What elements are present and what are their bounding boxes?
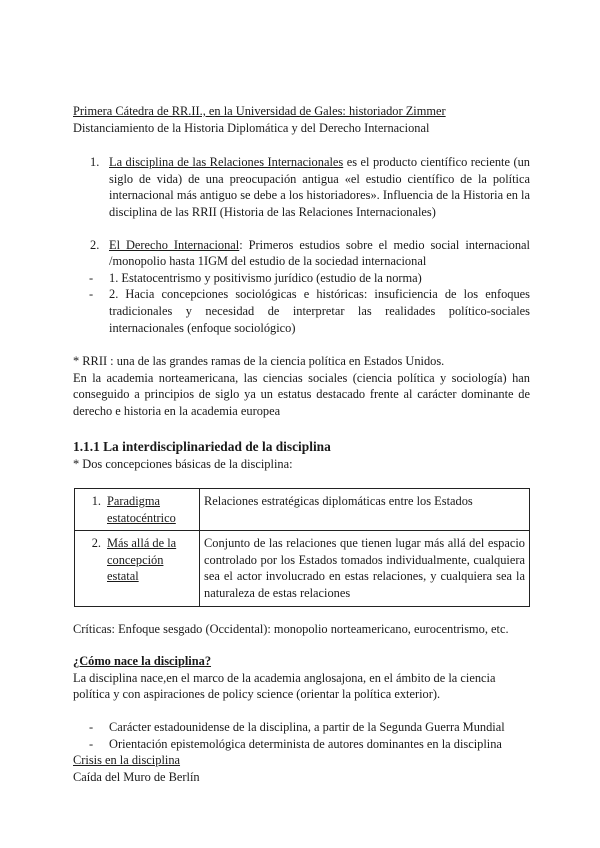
spacer: [73, 472, 530, 488]
list-item-text: Primeros estudios sobre el medio social internacional /monopolio hasta 1IGM del estudio de la sociedad internacional: [109, 237, 530, 269]
criticas: Críticas: Enfoque sesgado (Occidental): monopolio norteamericano, eurocentrismo, etc.: [73, 621, 509, 636]
dash-item-text: 2. Hacia concepciones sociológicas e históricas: insuficiencia de los enfoques tradicionales y necesidad de interpretar las realidades político-sociales internacionales (enfoque sociológico): [109, 287, 530, 335]
origin-text: La disciplina nace,en el marco de la academia anglosajona, en el ámbito de la ciencia política y con aspiraciones de policy science (orientar la política exterior).: [73, 670, 496, 702]
table-cell-desc: Relaciones estratégicas diplomáticas entre los Estados: [200, 489, 530, 531]
dash-item-2: - 2. Hacia concepciones sociológicas e históricas: insuficiencia de los enfoques tradicionales y necesidad de interpretar las realidades político-sociales internacionales (enfoque sociológico): [89, 287, 530, 335]
concept-label: Más allá de la concepción estatal: [107, 536, 177, 584]
list-item-title: La disciplina de las Relaciones Internacionales: [109, 155, 344, 170]
spacer: [73, 221, 530, 237]
origin-bullet-2: - Orientación epistemológica determinista de autores dominantes en la disciplina: [89, 736, 502, 751]
list-item-colon: :: [239, 237, 243, 252]
list-item-text: es el producto científico reciente (un siglo de vida) de una preocupación antigua «el estudio científico de la política internacional más antiguo se debe a los historiadores». Influencia de la Historia en la disciplina de las RRII (Historia de las Relaciones Internacionales): [109, 155, 530, 219]
section-intro: * Dos concepciones básicas de la disciplina:: [73, 456, 293, 471]
header-line-2: Distanciamiento de la Historia Diplomática y del Derecho Internacional: [73, 120, 430, 135]
table-cell-desc: Conjunto de las relaciones que tienen lugar más allá del espacio controlado por los Estados tomados individualmente, cualquiera sea el actor involucrado en estas relaciones, y cualquiera sea la naturaleza de estas relaciones: [200, 531, 530, 606]
table-row: [75, 489, 530, 531]
document-page: [73, 103, 530, 785]
spacer: [73, 703, 530, 719]
paragraph: En la academia norteamericana, las ciencias sociales (ciencia política y sociología) han conseguido a principios de siglo ya un estatus destacado frente al carácter dominante de derecho e historia en la academia europea: [73, 370, 530, 418]
crisis-heading: Crisis en la disciplina: [73, 753, 181, 768]
spacer: [73, 607, 530, 621]
table-cell-label: 1. Paradigma estatocéntrico: [75, 489, 200, 531]
section-heading: 1.1.1 La interdisciplinariedad de la disciplina: [73, 438, 331, 454]
origin-heading: ¿Cómo nace la disciplina?: [73, 654, 212, 669]
spacer: [73, 136, 530, 154]
crisis-text: Caída del Muro de Berlín: [73, 769, 200, 784]
list-item-title: El Derecho Internacional: [109, 237, 240, 252]
table-row: [75, 531, 530, 606]
note: * RRII : una de las grandes ramas de la ciencia política en Estados Unidos.: [73, 354, 445, 369]
origin-bullet-text: Carácter estadounidense de la disciplina, a partir de la Segunda Guerra Mundial: [109, 720, 505, 735]
list-item-2: [73, 237, 530, 270]
spacer: [73, 336, 530, 353]
dash-item-1: - 1. Estatocentrismo y positivismo jurídico (estudio de la norma): [89, 270, 422, 285]
concept-label: Paradigma estatocéntrico: [107, 494, 176, 525]
origin-bullet-text: Orientación epistemológica determinista de autores dominantes en la disciplina: [109, 736, 502, 751]
list-number: 2.: [90, 237, 100, 252]
dash-item-text: 1. Estatocentrismo y positivismo jurídico (estudio de la norma): [109, 270, 422, 285]
origin-bullet-1: - Carácter estadounidense de la disciplina, a partir de la Segunda Guerra Mundial: [89, 720, 505, 735]
table-cell-label: 2. Más allá de la concepción estatal: [75, 531, 200, 606]
list-item-1: [73, 154, 530, 220]
spacer: [73, 637, 530, 653]
header-line-1: Primera Cátedra de RR.II., en la Universidad de Gales: historiador Zimmer: [73, 104, 446, 118]
list-number: 1.: [90, 155, 100, 170]
concepts-table: [74, 488, 530, 607]
spacer: [73, 420, 530, 438]
